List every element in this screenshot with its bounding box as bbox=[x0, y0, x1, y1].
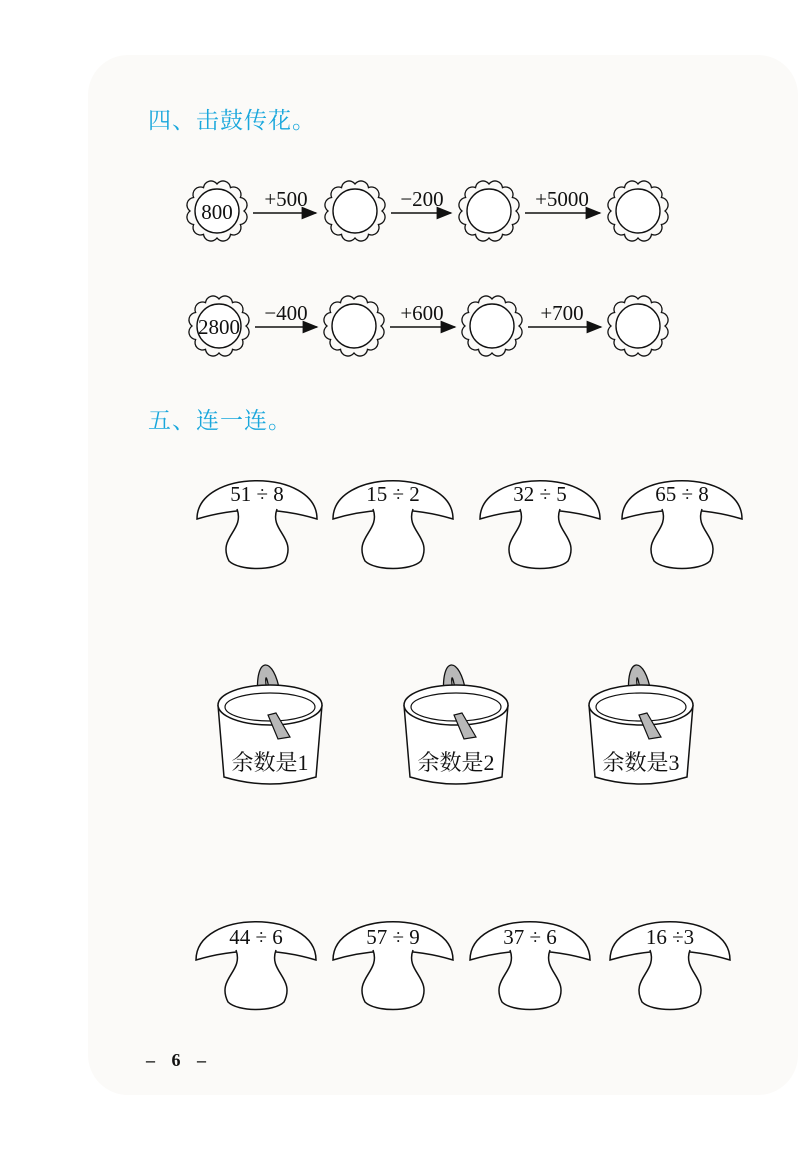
division-expression: 32 ÷ 5 bbox=[513, 482, 567, 506]
operation-label: −400 bbox=[264, 301, 308, 325]
division-expression: 15 ÷ 2 bbox=[366, 482, 420, 506]
page-number: – 6 – bbox=[146, 1050, 212, 1070]
section-4-title: 四、击鼓传花。 bbox=[148, 108, 316, 134]
flower-blank[interactable] bbox=[608, 296, 668, 356]
chain-start-value: 2800 bbox=[198, 315, 240, 339]
chain-row-2 bbox=[189, 296, 668, 356]
remainder-label: 余数是3 bbox=[602, 750, 680, 775]
bottom-mushrooms bbox=[196, 922, 730, 1010]
division-expression: 37 ÷ 6 bbox=[503, 925, 557, 949]
operation-label: +500 bbox=[264, 187, 308, 211]
section-5-title: 五、连一连。 bbox=[148, 408, 292, 434]
flower-blank[interactable] bbox=[324, 296, 384, 356]
top-mushrooms bbox=[197, 481, 742, 569]
operation-label: +700 bbox=[540, 301, 584, 325]
operation-label: +600 bbox=[400, 301, 444, 325]
division-expression: 44 ÷ 6 bbox=[229, 925, 283, 949]
division-expression: 57 ÷ 9 bbox=[366, 925, 420, 949]
flower-blank[interactable] bbox=[459, 181, 519, 241]
division-expression: 51 ÷ 8 bbox=[230, 482, 284, 506]
chain-start-value: 800 bbox=[201, 200, 233, 224]
remainder-label: 余数是2 bbox=[417, 750, 495, 775]
division-expression: 16 ÷3 bbox=[645, 925, 695, 949]
flower-blank[interactable] bbox=[462, 296, 522, 356]
flower-blank[interactable] bbox=[608, 181, 668, 241]
baskets bbox=[218, 665, 693, 784]
division-expression: 65 ÷ 8 bbox=[655, 482, 709, 506]
chain-row-1 bbox=[187, 181, 668, 241]
operation-label: +5000 bbox=[535, 187, 589, 211]
operation-label: −200 bbox=[400, 187, 444, 211]
remainder-label: 余数是1 bbox=[231, 750, 309, 775]
flower-blank[interactable] bbox=[325, 181, 385, 241]
